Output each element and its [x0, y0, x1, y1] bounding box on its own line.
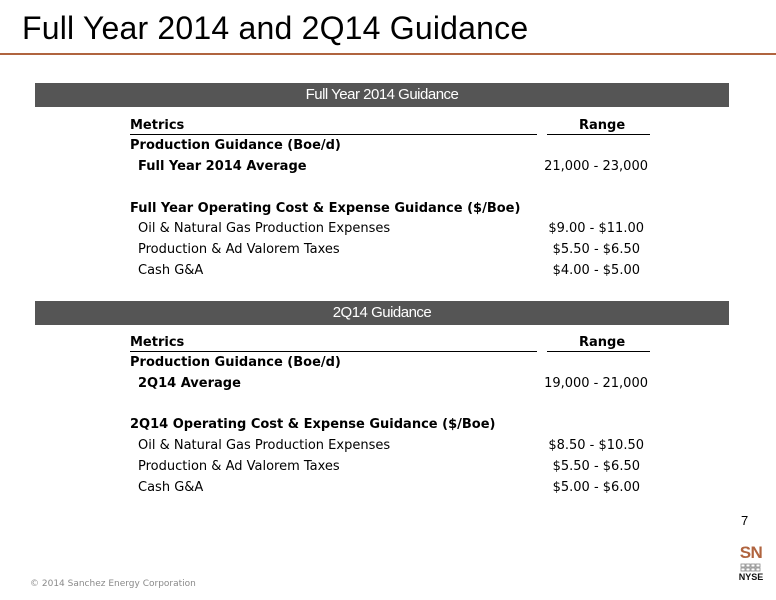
production-row-value: 19,000 - 21,000: [544, 376, 648, 391]
production-row-label: 2Q14 Average: [138, 376, 241, 391]
production-title: Production Guidance (Boe/d): [130, 355, 341, 370]
range-header-rule: [547, 351, 650, 352]
page-title: Full Year 2014 and 2Q14 Guidance: [22, 10, 529, 46]
cost-row-value: $9.00 - $11.00: [548, 221, 644, 236]
production-row-value: 21,000 - 23,000: [544, 159, 648, 174]
cost-row-value: $5.00 - $6.00: [552, 480, 640, 495]
metrics-header-rule: [130, 351, 537, 352]
logo-ticker: SN: [739, 543, 763, 562]
title-divider: [0, 53, 776, 55]
page-number: 7: [741, 513, 749, 528]
range-header: Range: [579, 335, 626, 350]
cost-row-value: $4.00 - $5.00: [552, 263, 640, 278]
metrics-header: Metrics: [130, 335, 185, 350]
cost-row-value: $5.50 - $6.50: [552, 459, 640, 474]
range-header: Range: [579, 118, 626, 133]
cost-row-value: $5.50 - $6.50: [552, 242, 640, 257]
copyright-footer: © 2014 Sanchez Energy Corporation: [30, 579, 196, 589]
cost-row-value: $8.50 - $10.50: [548, 438, 644, 453]
section-band-2q14: 2Q14 Guidance: [35, 301, 729, 325]
cost-row-label: Cash G&A: [138, 263, 204, 278]
company-logo: [734, 544, 768, 592]
range-header-rule: [547, 134, 650, 135]
cost-row-label: Production & Ad Valorem Taxes: [138, 459, 340, 474]
section-band-full-year: Full Year 2014 Guidance: [35, 83, 729, 107]
production-row-label: Full Year 2014 Average: [138, 159, 307, 174]
cost-row-label: Oil & Natural Gas Production Expenses: [138, 221, 391, 236]
cost-row-label: Production & Ad Valorem Taxes: [138, 242, 340, 257]
cost-title: 2Q14 Operating Cost & Expense Guidance ($/Boe): [130, 417, 496, 432]
metrics-header-rule: [130, 134, 537, 135]
logo-pattern-icon: [740, 563, 762, 572]
production-title: Production Guidance (Boe/d): [130, 138, 341, 153]
logo-exchange: NYSE: [738, 572, 764, 582]
cost-row-label: Cash G&A: [138, 480, 204, 495]
metrics-header: Metrics: [130, 118, 185, 133]
cost-row-label: Oil & Natural Gas Production Expenses: [138, 438, 391, 453]
cost-title: Full Year Operating Cost & Expense Guidance ($/Boe): [130, 201, 521, 216]
